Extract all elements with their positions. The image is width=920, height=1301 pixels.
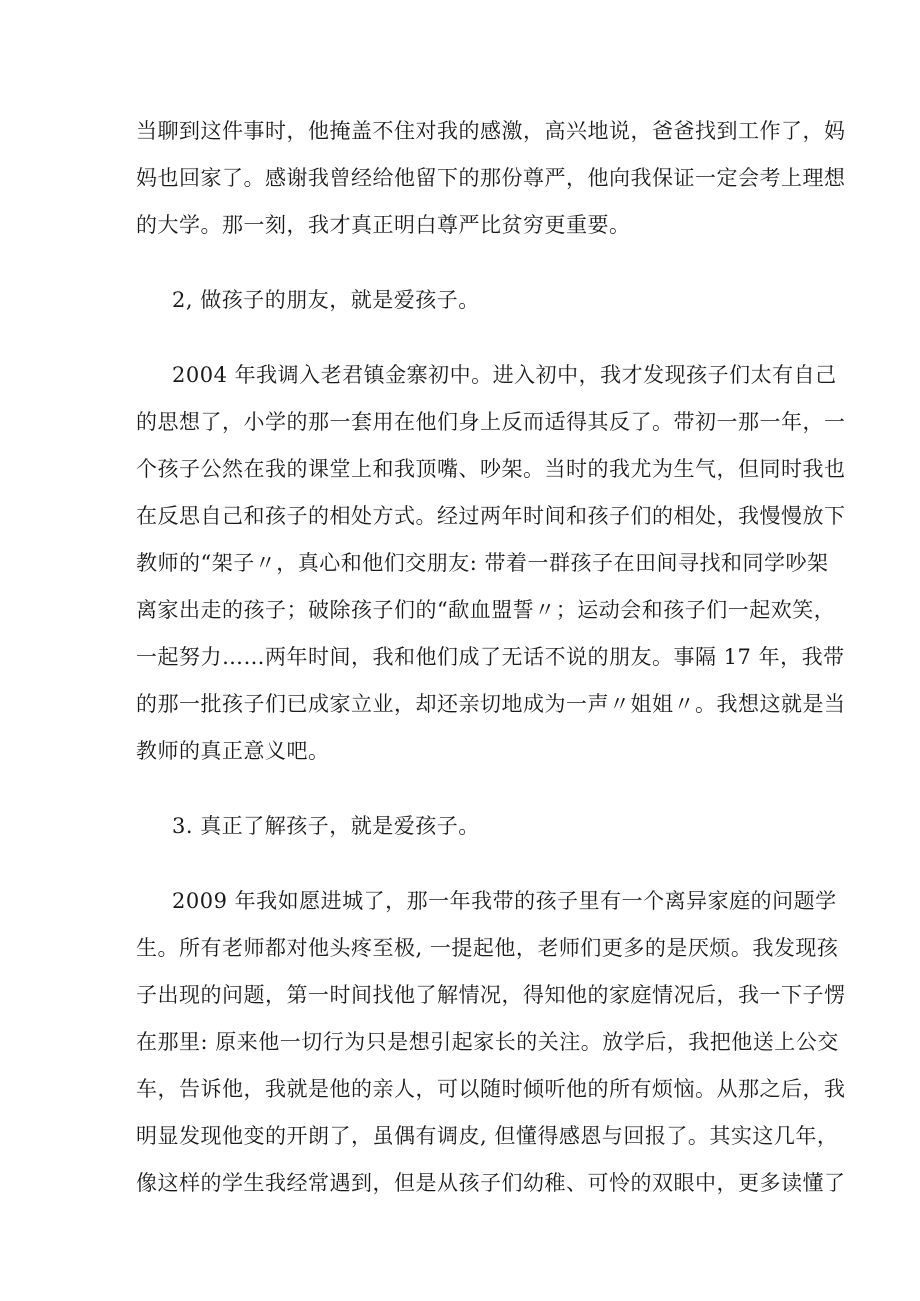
text-line: 妈也回家了。感谢我曾经给他留下的那份尊严，他向我保证一定会考上理想: [136, 166, 846, 190]
paragraph-2004: [136, 352, 846, 775]
paragraph-2009: [136, 878, 846, 1207]
text-line: 生。所有老师都对他头疼至极, 一提起他，老师们更多的是厌烦。我发现孩: [136, 936, 839, 960]
text-line: 2009 年我如愿进城了，那一年我带的孩子里有一个离异家庭的问题学: [172, 889, 837, 913]
text-line: 像这样的学生我经常遇到，但是从孩子们幼稚、可怜的双眼中，更多读懂了: [136, 1171, 846, 1195]
text-line: 离家出走的孩子；破除孩子们的“歃血盟誓〃；运动会和孩子们一起欢笑，: [136, 598, 836, 622]
text-line: 教师的“架子〃，真心和他们交朋友: 带着一群孩子在田间寻找和同学吵架: [136, 551, 829, 575]
text-line: 车，告诉他，我就是他的亲人，可以随时倾听他的所有烦恼。从那之后，我: [136, 1077, 846, 1101]
heading-text: 2, 做孩子的朋友，就是爱孩子。: [172, 288, 480, 312]
text-line: 在反思自己和孩子的相处方式。经过两年时间和孩子们的相处，我慢慢放下: [136, 504, 846, 528]
section-heading-2: [136, 277, 796, 324]
text-line: 一起努力……两年时间，我和他们成了无话不说的朋友。事隔 17 年，我带: [136, 645, 845, 669]
text-line: 教师的真正意义吧。: [136, 739, 330, 763]
text-line: 子出现的问题，第一时间找他了解情况，得知他的家庭情况后，我一下子愣: [136, 983, 846, 1007]
document-body: [136, 108, 846, 1235]
text-line: 明显发现他变的开朗了，虽偶有调皮, 但懂得感恩与回报了。其实这几年，: [136, 1124, 839, 1148]
text-line: 的那一批孩子们已成家立业，却还亲切地成为一声〃姐姐〃。我想这就是当: [136, 692, 846, 716]
paragraph-gratitude: [136, 108, 846, 249]
text-line: 当聊到这件事时，他掩盖不住对我的感激，高兴地说，爸爸找到工作了，妈: [136, 119, 846, 143]
text-line: 在那里: 原来他一切行为只是想引起家长的关注。放学后，我把他送上公交: [136, 1030, 839, 1054]
text-line: 2004 年我调入老君镇金寨初中。进入初中，我才发现孩子们太有自己: [172, 363, 837, 387]
text-line: 个孩子公然在我的课堂上和我顶嘴、吵架。当时的我尤为生气，但同时我也: [136, 457, 846, 481]
text-line: 的大学。那一刻，我才真正明白尊严比贫穷更重要。: [136, 213, 631, 237]
heading-text: 3. 真正了解孩子，就是爱孩子。: [172, 814, 480, 838]
text-line: 的思想了，小学的那一套用在他们身上反而适得其反了。带初一那一年，一: [136, 410, 846, 434]
section-heading-3: [136, 803, 796, 850]
